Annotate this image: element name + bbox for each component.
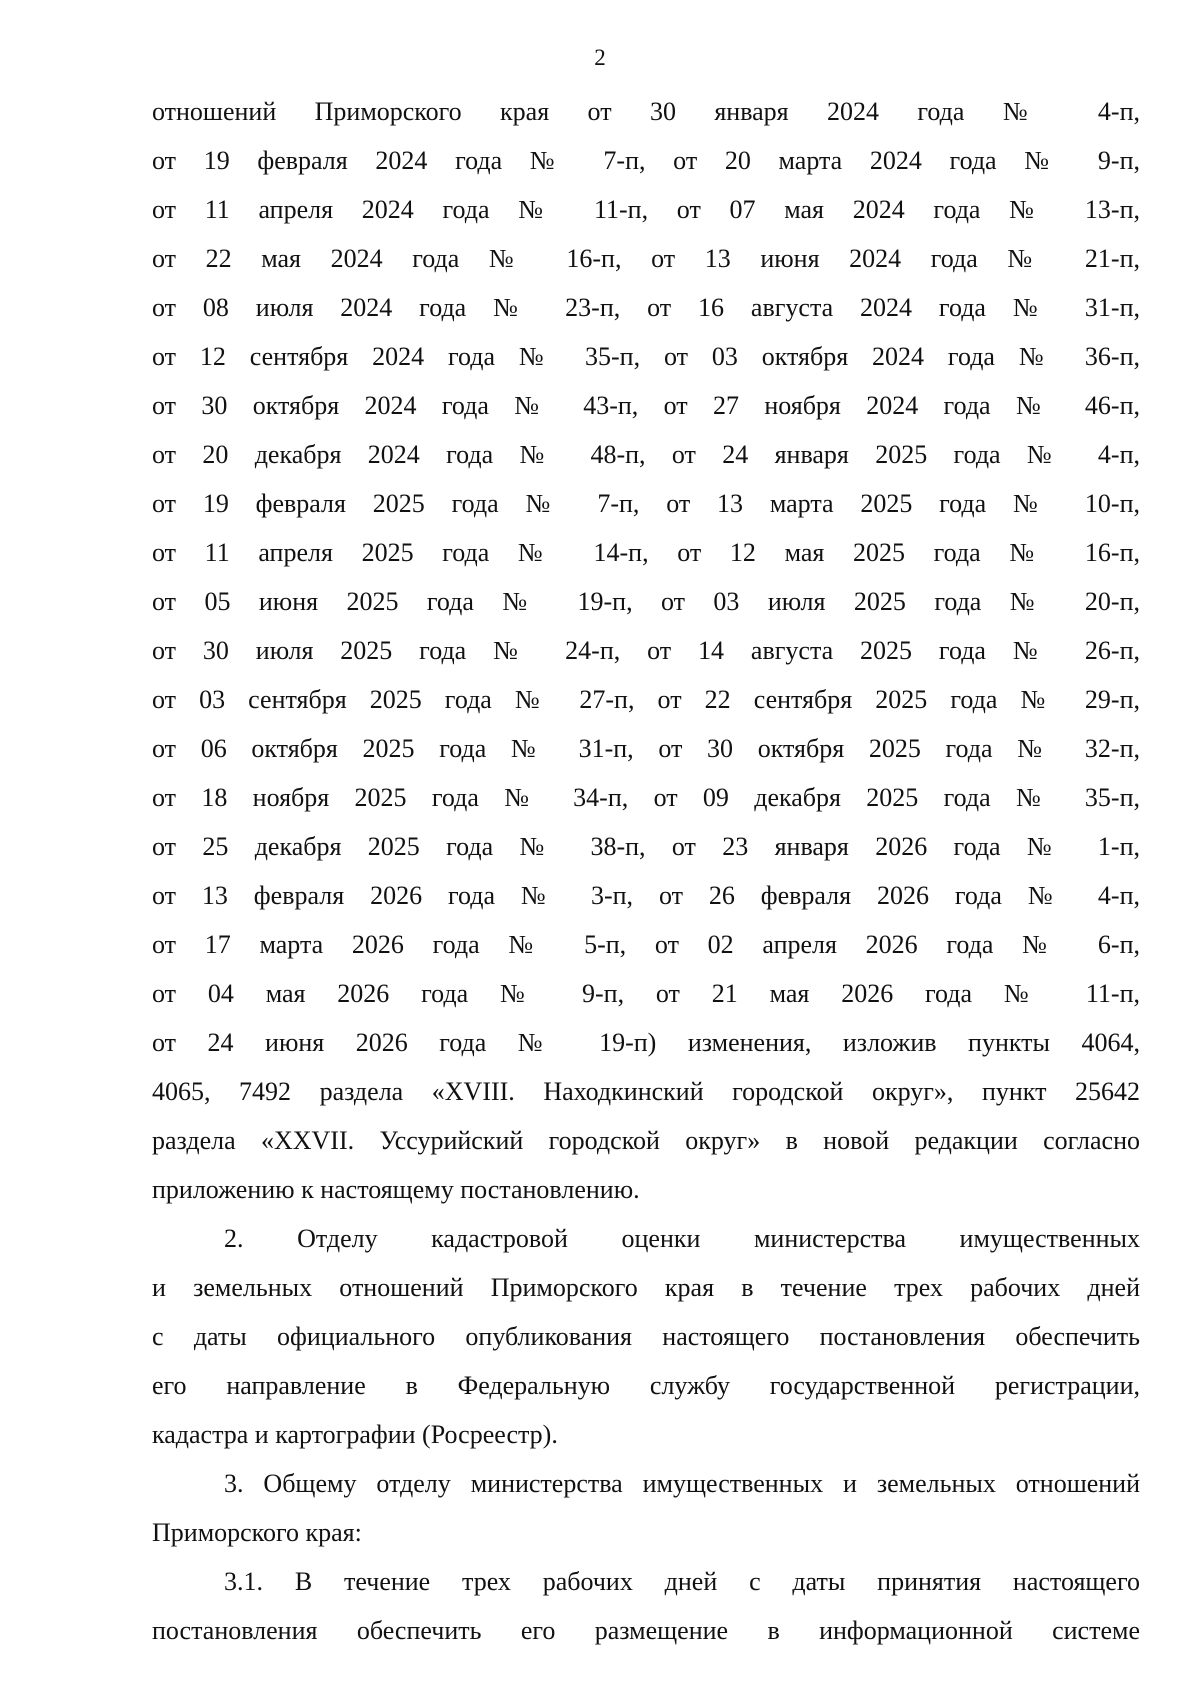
- text-line: от 24 июня 2026 года № 19-п) изменения, изложив пункты 4064,: [152, 1028, 1140, 1057]
- text-line: с даты официального опубликования настоящего постановления обеспечить: [152, 1322, 1140, 1351]
- text-line: от 22 мая 2024 года № 16-п, от 13 июня 2024 года № 21-п,: [152, 244, 1140, 273]
- text-line: отношений Приморского края от 30 января 2024 года № 4-п,: [152, 97, 1140, 126]
- text-line: его направление в Федеральную службу государственной регистрации,: [152, 1371, 1140, 1400]
- text-line: от 04 мая 2026 года № 9-п, от 21 мая 2026 года № 11-п,: [152, 979, 1140, 1008]
- text-line: от 19 февраля 2024 года № 7-п, от 20 марта 2024 года № 9-п,: [152, 146, 1140, 175]
- text-line: 4065, 7492 раздела «XVIII. Находкинский городской округ», пункт 25642: [152, 1077, 1140, 1106]
- text-line: приложению к настоящему постановлению.: [152, 1175, 640, 1204]
- text-line: от 20 декабря 2024 года № 48-п, от 24 января 2025 года № 4-п,: [152, 440, 1140, 469]
- text-line: Приморского края:: [152, 1518, 362, 1547]
- text-line: 3. Общему отделу министерства имущественных и земельных отношений: [224, 1469, 1140, 1498]
- text-line: от 25 декабря 2025 года № 38-п, от 23 января 2026 года № 1-п,: [152, 832, 1140, 861]
- text-line: от 30 октября 2024 года № 43-п, от 27 ноября 2024 года № 46-п,: [152, 391, 1140, 420]
- page-number: 2: [594, 45, 606, 70]
- text-line: 3.1. В течение трех рабочих дней с даты принятия настоящего: [224, 1567, 1140, 1596]
- document-body: [152, 87, 1140, 1655]
- text-line: от 19 февраля 2025 года № 7-п, от 13 марта 2025 года № 10-п,: [152, 489, 1140, 518]
- text-line: от 30 июля 2025 года № 24-п, от 14 августа 2025 года № 26-п,: [152, 636, 1140, 665]
- text-line: от 05 июня 2025 года № 19-п, от 03 июля 2025 года № 20-п,: [152, 587, 1140, 616]
- text-line: от 13 февраля 2026 года № 3-п, от 26 февраля 2026 года № 4-п,: [152, 881, 1140, 910]
- text-line: от 17 марта 2026 года № 5-п, от 02 апреля 2026 года № 6-п,: [152, 930, 1140, 959]
- text-line: от 11 апреля 2025 года № 14-п, от 12 мая 2025 года № 16-п,: [152, 538, 1140, 567]
- text-line: 2. Отделу кадастровой оценки министерства имущественных: [224, 1224, 1140, 1253]
- text-line: от 03 сентября 2025 года № 27-п, от 22 сентября 2025 года № 29-п,: [152, 685, 1140, 714]
- text-line: постановления обеспечить его размещение в информационной системе: [152, 1616, 1140, 1645]
- text-line: раздела «XXVII. Уссурийский городской округ» в новой редакции согласно: [152, 1126, 1140, 1155]
- text-line: от 06 октября 2025 года № 31-п, от 30 октября 2025 года № 32-п,: [152, 734, 1140, 763]
- text-line: от 08 июля 2024 года № 23-п, от 16 августа 2024 года № 31-п,: [152, 293, 1140, 322]
- text-line: и земельных отношений Приморского края в течение трех рабочих дней: [152, 1273, 1140, 1302]
- text-line: кадастра и картографии (Росреестр).: [152, 1420, 558, 1449]
- text-line: от 11 апреля 2024 года № 11-п, от 07 мая 2024 года № 13-п,: [152, 195, 1140, 224]
- text-line: от 18 ноября 2025 года № 34-п, от 09 декабря 2025 года № 35-п,: [152, 783, 1140, 812]
- text-line: от 12 сентября 2024 года № 35-п, от 03 октября 2024 года № 36-п,: [152, 342, 1140, 371]
